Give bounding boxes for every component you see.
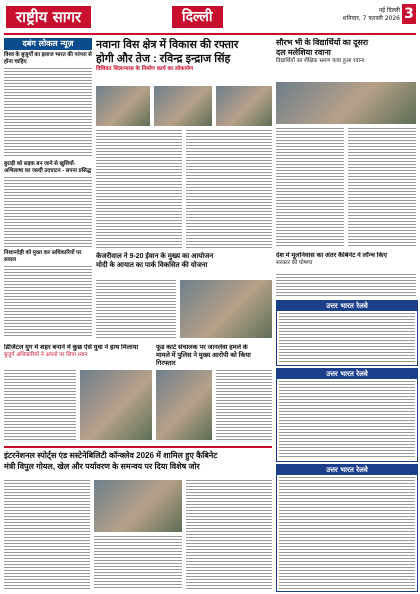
ad-1-body	[279, 313, 415, 363]
food-photo	[156, 370, 212, 440]
mid-headline-block	[96, 252, 272, 278]
lead-photo-1	[96, 86, 150, 126]
bottom-banner-line1: इंटरनेशनल स्पोर्ट्स एंड सस्टेनेबिलिटी कॉन्क्लेव 2026 में शामिल हुए कैबिनेट	[4, 451, 218, 460]
bottom-banner-body-col2	[94, 536, 182, 590]
lead-headline-line2: होगी और तेज : रविन्द्र इन्द्राज सिंह	[96, 53, 231, 65]
bottom-banner-photo	[94, 480, 182, 532]
mid-headline-line1: केजरीवाल ने 9-20 ईवान के मुख्य का आयोजन	[96, 253, 214, 260]
mid-body-col1	[96, 280, 176, 340]
right-lead-body-col1	[276, 128, 344, 248]
lead-photo-3	[216, 86, 272, 126]
edition-line: नई दिल्ली	[378, 7, 400, 14]
food-body	[216, 370, 272, 440]
right-lead-headline-line1: सौरभ भी के विद्यार्थियों का दूसरा	[276, 38, 369, 47]
edition-meta	[343, 7, 400, 23]
left-sub-body-2	[4, 266, 92, 336]
ad-2-body	[279, 381, 415, 459]
right-lead-headline-block	[276, 38, 416, 78]
right-notice-block	[276, 252, 416, 272]
bottom-left-headline: डिजिटल युग में शहर बनाने में कुछ ऐसे युवा ने हाथ मिलाया	[4, 344, 139, 351]
left-sub-body-1	[4, 177, 92, 247]
ad-3-title: उत्तर भारत रेलवे	[277, 465, 417, 475]
bottom-banner-body-col1	[4, 480, 90, 590]
ad-2-title: उत्तर भारत रेलवे	[277, 369, 417, 379]
left-sub-heading-1: बुराड़ी को सड़क बन जाने से खुशियों-अभिलाषा का जल्दी उदघाटन - सपना प्रसिद्ध	[4, 161, 92, 174]
ad-box-3	[276, 464, 418, 592]
lead-headline-line1: नवाना विस क्षेत्र में विकास की रफ्तार	[96, 39, 239, 51]
left-sub-heading-2: निशानदेही को मुक्त कर अधिकारियों पर सवाल	[4, 250, 82, 263]
date-line: शनिवार, 7 फरवरी 2026	[342, 15, 400, 22]
right-lead-photo	[276, 82, 416, 124]
bottom-banner	[4, 446, 272, 478]
right-notice-heading: देश में मूलनिवास का अंतर कैबिनेट ने लॉन्च किए	[276, 252, 387, 259]
left-column-title: दबंग लोकल न्यूज़	[4, 38, 92, 50]
food-headline-line1: फूड कार्ट संचालक पर जानलेवा हमले के	[156, 344, 248, 351]
left-story-body	[4, 68, 92, 158]
right-notice-body	[276, 274, 416, 296]
ad-box-2	[276, 368, 418, 462]
ad-3-body	[279, 477, 415, 589]
lead-photo-2	[154, 86, 212, 126]
left-story-heading: विश्व के बुजुर्गों का इलाज भारत की परंपरा से होना चाहिए	[4, 52, 92, 65]
lead-kicker: विधिवत शिलान्यास के निर्माण कार्य का लोकार्पण	[96, 66, 194, 72]
food-headline-line2: मामले में पुलिस ने मुख्य आरोपी को किया गिरफ्तार	[156, 352, 251, 367]
mid-photo	[180, 280, 272, 338]
food-headline-block	[156, 344, 272, 368]
masthead	[0, 0, 420, 34]
mid-headline-line2: मोदी के आयात का पार्क विकसित की योजना	[96, 262, 208, 269]
left-column	[4, 38, 92, 338]
bottom-left-kicker: बुजुर्ग अधिकारियों ने अपनों पर लिया ध्यान	[4, 352, 88, 358]
edition-city: दिल्ली	[172, 6, 223, 28]
bottom-left-body-col1	[4, 370, 76, 440]
lead-body-col2	[186, 130, 272, 248]
ad-box-1	[276, 300, 418, 366]
right-lead-body-col2	[348, 128, 416, 248]
ad-1-title: उत्तर भारत रेलवे	[277, 301, 417, 311]
masthead-rule	[4, 33, 416, 35]
bottom-banner-line2: मंत्री विपुल गोयल, खेल और पर्यावरण के समन्वय पर दिया विशेष जोर	[4, 462, 200, 471]
newspaper-brand: राष्ट्रीय सागर	[6, 6, 91, 28]
bottom-banner-body-col3	[186, 480, 272, 590]
lead-headline-block	[96, 38, 272, 82]
right-lead-headline-line2: दल मलेशिया रवाना	[276, 48, 331, 57]
page-number: 3	[402, 4, 416, 24]
lead-body-col1	[96, 130, 182, 248]
right-lead-kicker: विद्यार्थियों का शैक्षिक भ्रमण यात्रा हुआ रवाना	[276, 58, 365, 64]
right-notice-sub: सरकार की घोषणा	[276, 260, 313, 266]
bottom-left-photo	[80, 370, 152, 440]
bottom-left-headline-block	[4, 344, 152, 368]
